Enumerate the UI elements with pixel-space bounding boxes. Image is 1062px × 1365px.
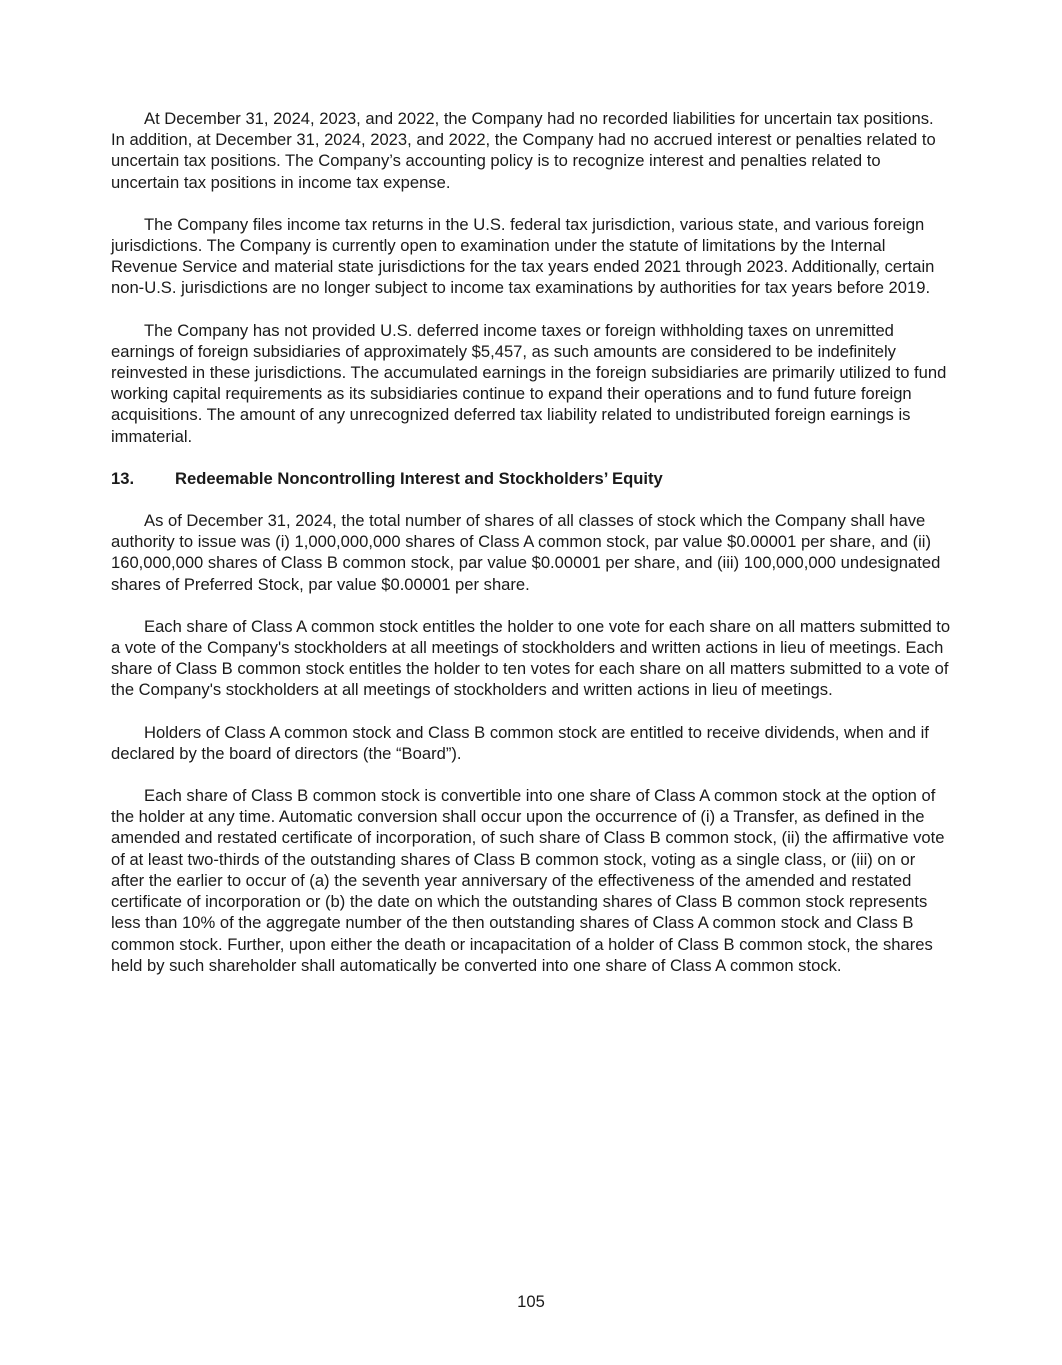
paragraph-uncertain-tax-positions: At December 31, 2024, 2023, and 2022, the Company had no recorded liabilities for uncertain tax positions. In addition, at December 31, 2024, 2023, and 2022, the Company had no accrued interest or penalties related to uncertain tax positions. The Company’s accounting policy is to recognize interest and penalties related to uncertain tax positions in income tax expense. xyxy=(111,109,936,192)
document-page xyxy=(111,108,951,997)
page-number: 105 xyxy=(517,1292,545,1311)
paragraph-foreign-earnings: The Company has not provided U.S. deferred income taxes or foreign withholding taxes on unremitted earnings of foreign subsidiaries of approximately $5,457, as such amounts are considered to be indefinitely reinvested in these jurisdictions. The accumulated earnings in the foreign subsidiaries are primarily utilized to fund working capital requirements as its subsidiaries continue to expand their operations and to fund future foreign acquisitions. The amount of any unrecognized deferred tax liability related to undistributed foreign earnings is immaterial. xyxy=(111,320,947,446)
paragraph-authorized-shares: As of December 31, 2024, the total number of shares of all classes of stock which the Company shall have authority to issue was (i) 1,000,000,000 shares of Class A common stock, par value $0.00001 per share, and (ii) 160,000,000 shares of Class B common stock, par value $0.00001 per share, and (iii) 100,000,000 undesignated shares of Preferred Stock, par value $0.00001 per share. xyxy=(111,511,941,594)
paragraph-conversion: Each share of Class B common stock is convertible into one share of Class A common stock at the option of the holder at any time. Automatic conversion shall occur upon the occurrence of (i) a Transfer, as defined in the amended and restated certificate of incorporation, of such share of Class B common stock, (ii) the affirmative vote of at least two-thirds of the outstanding shares of Class B common stock, voting as a single class, or (iii) on or after the earlier to occur of (a) the seventh year anniversary of the effectiveness of the amended and restated certificate of incorporation or (b) the date on which the outstanding shares of Class B common stock represents less than 10% of the aggregate number of the then outstanding shares of Class A common stock and Class B common stock. Further, upon either the death or incapacitation of a holder of Class B common stock, the shares held by such shareholder shall automatically be converted into one share of Class A common stock. xyxy=(111,786,945,975)
section-title: Redeemable Noncontrolling Interest and Stockholders’ Equity xyxy=(175,468,663,488)
paragraph-dividends: Holders of Class A common stock and Class B common stock are entitled to receive dividends, when and if declared by the board of directors (the “Board”). xyxy=(111,722,929,763)
section-number: 13. xyxy=(111,468,135,488)
paragraph-voting-rights: Each share of Class A common stock entitles the holder to one vote for each share on all matters submitted to a vote of the Company's stockholders at all meetings of stockholders and written actions in lieu of meetings. Each share of Class B common stock entitles the holder to ten votes for each share on all matters submitted to a vote of the Company's stockholders at all meetings of stockholders and written actions in lieu of meetings. xyxy=(111,616,951,700)
paragraph-tax-jurisdictions: The Company files income tax returns in the U.S. federal tax jurisdiction, various state, and various foreign jurisdictions. The Company is currently open to examination under the statute of limitations by the Internal Revenue Service and material state jurisdictions for the tax years ended 2021 through 2023. Additionally, certain non-U.S. jurisdictions are no longer subject to income tax examinations by authorities for tax years before 2019. xyxy=(111,214,935,298)
section-heading xyxy=(111,468,951,489)
